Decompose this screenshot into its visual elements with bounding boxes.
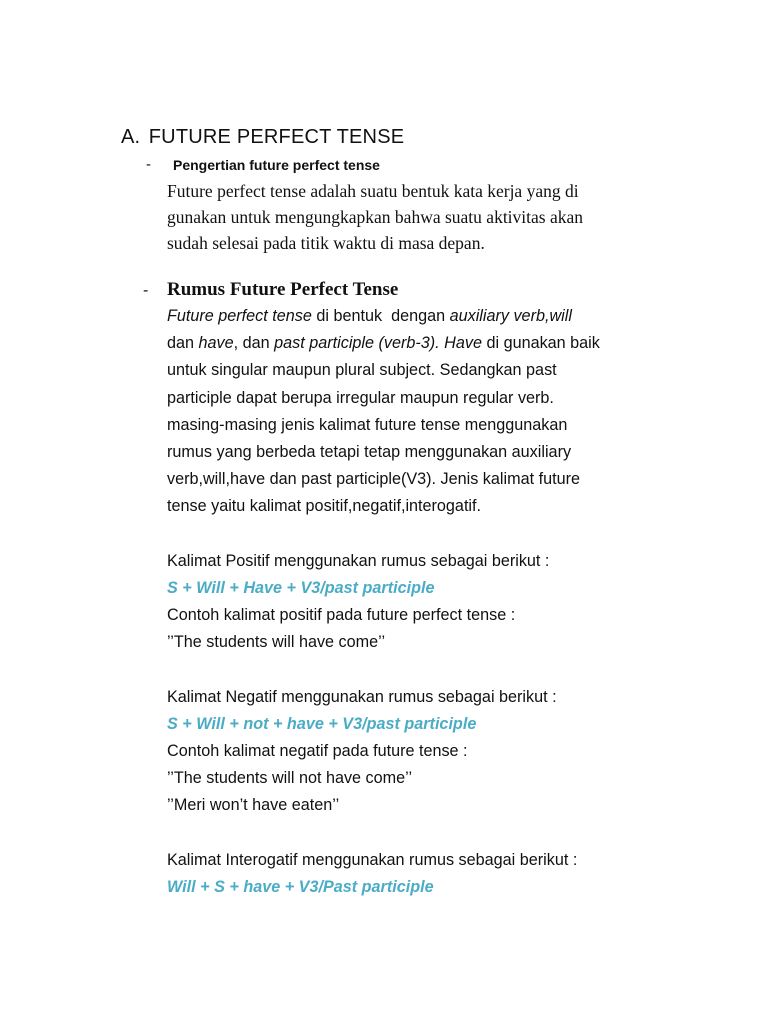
negatif-example: ’’Meri won’t have eaten’’ [167, 796, 340, 815]
section-label: A. [121, 126, 141, 148]
paragraph-line: masing-masing jenis kalimat future tense menggunakan [167, 415, 568, 434]
section-heading [121, 124, 404, 150]
interogatif-formula: Will + S + have + V3/Past participle [167, 877, 434, 896]
rumus-body [167, 303, 707, 901]
italic-term: auxiliary verb,will [449, 307, 572, 325]
pengertian-paragraph [167, 178, 687, 256]
paragraph-line: sudah selesai pada titik waktu di masa depan. [167, 233, 485, 253]
text-run: di bentuk dengan [311, 307, 450, 325]
negatif-formula: S + Will + not + have + V3/past participle [167, 714, 477, 733]
paragraph-line: untuk singular maupun plural subject. Sedangkan past [167, 361, 557, 380]
section-title: FUTURE PERFECT TENSE [148, 126, 405, 148]
positif-intro: Kalimat Positif menggunakan rumus sebagai berikut : [167, 551, 550, 570]
bullet-dash: - [143, 282, 149, 299]
spacer [167, 521, 707, 548]
paragraph-line: verb,will,have dan past participle(V3). Jenis kalimat future [167, 470, 580, 489]
italic-term: past participle (verb-3). Have [274, 334, 482, 353]
negatif-example-intro: Contoh kalimat negatif pada future tense : [167, 742, 468, 760]
paragraph-line [167, 330, 707, 357]
positif-example-intro: Contoh kalimat positif pada future perfect tense : [167, 606, 516, 625]
italic-term: have [198, 334, 234, 353]
text-run: di gunakan baik [481, 334, 600, 353]
paragraph-line: Future perfect tense adalah suatu bentuk kata kerja yang di [167, 181, 579, 201]
negatif-example: ’’The students will not have come’’ [167, 769, 413, 788]
paragraph-line: tense yaitu kalimat positif,negatif,interogatif. [167, 497, 482, 516]
paragraph-line: gunakan untuk mengungkapkan bahwa suatu aktivitas akan [167, 207, 584, 227]
spacer [167, 820, 707, 847]
text-run: , dan [233, 334, 275, 353]
pengertian-title: Pengertian future perfect tense [173, 157, 380, 173]
positif-example: ’’The students will have come’’ [167, 633, 386, 652]
paragraph-line: participle dapat berupa irregular maupun regular verb. [167, 388, 554, 407]
spacer [167, 656, 707, 683]
interogatif-intro: Kalimat Interogatif menggunakan rumus sebagai berikut : [167, 850, 578, 869]
text-run: dan [167, 334, 199, 353]
rumus-title: Rumus Future Perfect Tense [167, 279, 399, 300]
positif-formula: S + Will + Have + V3/past participle [167, 578, 435, 597]
negatif-intro: Kalimat Negatif menggunakan rumus sebagai berikut : [167, 687, 557, 706]
paragraph-line: rumus yang berbeda tetapi tetap menggunakan auxiliary [167, 442, 572, 461]
paragraph-line [167, 303, 707, 330]
bullet-dash: - [146, 156, 151, 173]
italic-term: Future perfect tense [167, 307, 312, 325]
